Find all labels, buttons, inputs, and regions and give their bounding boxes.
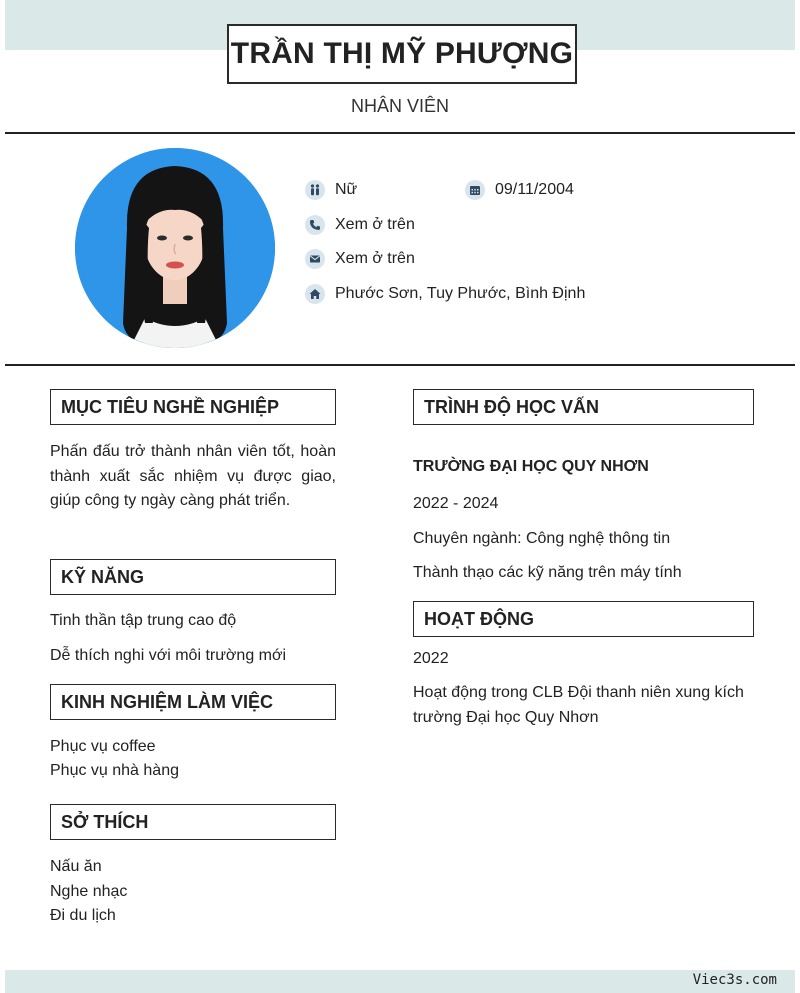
activity-year: 2022 xyxy=(413,650,449,667)
education-school: TRƯỜNG ĐẠI HỌC QUY NHƠN xyxy=(413,458,649,475)
phone-value: Xem ở trên xyxy=(335,216,415,233)
full-name: TRẦN THỊ MỸ PHƯỢNG xyxy=(230,37,574,70)
name-box xyxy=(227,24,577,84)
email-row xyxy=(305,249,415,269)
hobby-item: Nấu ăn xyxy=(50,858,102,875)
experience-item: Phục vụ coffee xyxy=(50,738,156,755)
email-value: Xem ở trên xyxy=(335,250,415,267)
skill-item: Tinh thần tập trung cao độ xyxy=(50,612,237,629)
hobby-item: Nghe nhạc xyxy=(50,883,128,900)
divider-middle xyxy=(5,364,795,366)
gender-icon xyxy=(305,180,325,200)
phone-icon xyxy=(305,215,325,235)
address-value: Phước Sơn, Tuy Phước, Bình Định xyxy=(335,285,586,302)
gender-value: Nữ xyxy=(335,181,358,198)
education-period: 2022 - 2024 xyxy=(413,495,499,512)
skills-heading: KỸ NĂNG xyxy=(50,559,336,595)
job-title: NHÂN VIÊN xyxy=(350,96,449,116)
activities-heading: HOẠT ĐỘNG xyxy=(413,601,754,637)
portrait-illustration xyxy=(75,148,275,348)
phone-row xyxy=(305,215,415,235)
objective-heading: MỤC TIÊU NGHỀ NGHIỆP xyxy=(50,389,336,425)
activity-description: Hoạt động trong CLB Đội thanh niên xung kích trường Đại học Quy Nhơn xyxy=(413,684,744,726)
education-heading: TRÌNH ĐỘ HỌC VẤN xyxy=(413,389,754,425)
calendar-icon xyxy=(465,180,485,200)
home-icon xyxy=(305,284,325,304)
experience-heading: KINH NGHIỆM LÀM VIỆC xyxy=(50,684,336,720)
education-major: Chuyên ngành: Công nghệ thông tin xyxy=(413,530,671,547)
address-row xyxy=(305,284,585,304)
education-note: Thành thạo các kỹ năng trên máy tính xyxy=(413,564,682,581)
gender-row xyxy=(305,180,357,200)
objective-text: Phấn đấu trở thành nhân viên tốt, hoàn thành xuất sắc nhiệm vụ được giao, giúp công ty ngày càng phát triển. xyxy=(50,443,336,509)
bottom-decor-band xyxy=(5,970,795,993)
divider-top xyxy=(5,132,795,134)
email-icon xyxy=(305,249,325,269)
hobby-item: Đi du lịch xyxy=(50,907,116,924)
experience-item: Phục vụ nhà hàng xyxy=(50,762,179,779)
site-watermark: Viec3s.com xyxy=(692,972,777,988)
birthdate-row xyxy=(465,180,574,200)
profile-photo xyxy=(75,148,275,348)
skill-item: Dễ thích nghi với môi trường mới xyxy=(50,647,287,664)
hobbies-heading: SỞ THÍCH xyxy=(50,804,336,840)
birthdate-value: 09/11/2004 xyxy=(495,181,574,198)
